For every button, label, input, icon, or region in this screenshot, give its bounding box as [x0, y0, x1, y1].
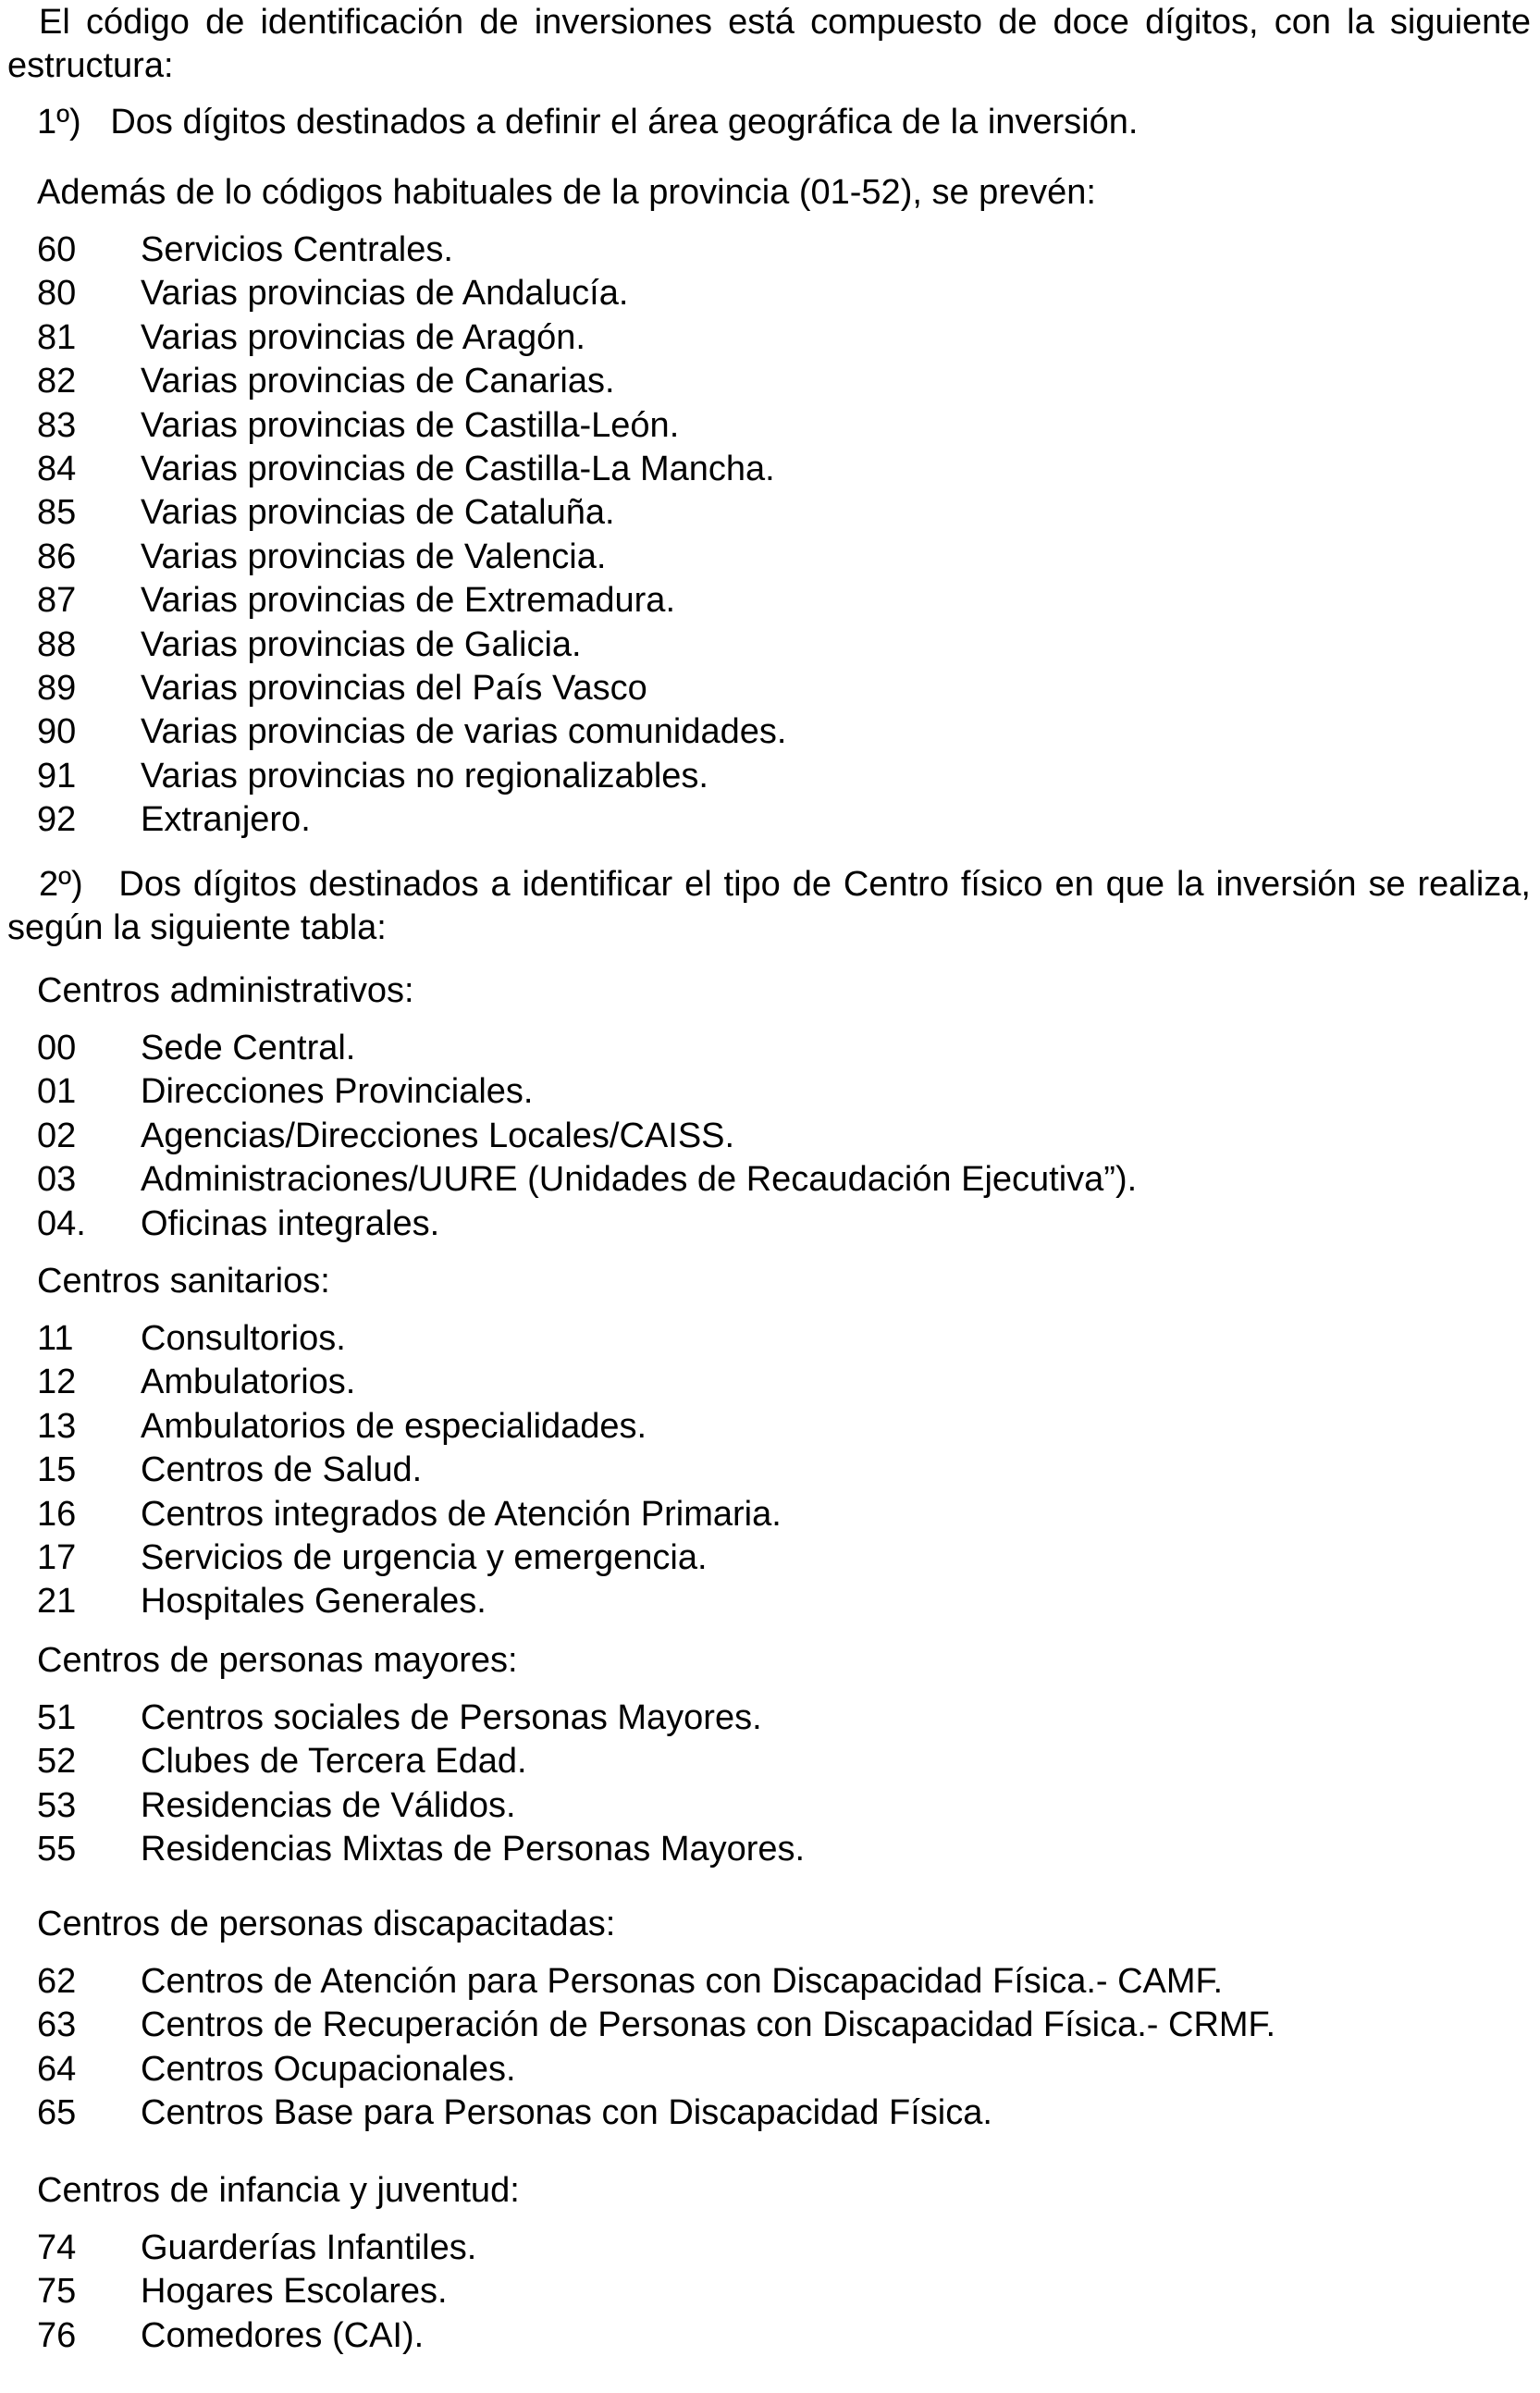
- center-code: 51: [37, 1698, 77, 1737]
- provinces-note: Además de lo códigos habituales de la provincia (01-52), se prevén:: [37, 173, 1096, 212]
- geo-code: 90: [37, 712, 77, 751]
- geo-code-label: Varias provincias de Galicia.: [141, 625, 582, 664]
- geo-code-label: Servicios Centrales.: [141, 230, 453, 269]
- center-code: 11: [37, 1319, 74, 1358]
- geo-code-label: Varias provincias del País Vasco: [141, 669, 647, 708]
- geo-code: 84: [37, 450, 77, 488]
- center-code: 53: [37, 1786, 77, 1825]
- center-code-label: Ambulatorios.: [141, 1363, 356, 1401]
- center-code: 02: [37, 1116, 77, 1155]
- center-code: 01: [37, 1072, 77, 1111]
- geo-code-label: Varias provincias de Castilla-La Mancha.: [141, 450, 775, 488]
- geo-code-label: Varias provincias de Castilla-León.: [141, 406, 680, 445]
- center-code: 12: [37, 1363, 77, 1401]
- center-code-label: Oficinas integrales.: [141, 1204, 440, 1243]
- center-code-label: Centros Base para Personas con Discapacidad Física.: [141, 2093, 992, 2132]
- center-code: 13: [37, 1407, 77, 1446]
- geo-code: 87: [37, 581, 77, 620]
- geo-code-label: Varias provincias de Cataluña.: [141, 493, 615, 532]
- geo-code-label: Varias provincias de Valencia.: [141, 537, 607, 576]
- center-code: 64: [37, 2050, 77, 2089]
- center-code: 16: [37, 1495, 77, 1534]
- geo-code-label: Varias provincias de Extremadura.: [141, 581, 675, 620]
- center-code: 21: [37, 1582, 77, 1621]
- geo-code: 92: [37, 800, 77, 839]
- geo-code: 88: [37, 625, 77, 664]
- center-code: 63: [37, 2005, 77, 2044]
- center-code-label: Consultorios.: [141, 1319, 346, 1358]
- center-code-label: Direcciones Provinciales.: [141, 1072, 534, 1111]
- center-code: 17: [37, 1538, 77, 1577]
- center-code-label: Centros sociales de Personas Mayores.: [141, 1698, 762, 1737]
- center-code: 65: [37, 2093, 77, 2132]
- geo-code: 89: [37, 669, 77, 708]
- center-code-label: Centros de Salud.: [141, 1450, 423, 1489]
- geo-code: 80: [37, 274, 77, 313]
- center-code: 00: [37, 1029, 77, 1067]
- section-heading: Centros sanitarios:: [37, 1262, 330, 1301]
- geo-code: 91: [37, 757, 77, 796]
- geo-code: 82: [37, 362, 77, 401]
- center-code: 03: [37, 1160, 77, 1199]
- center-code-label: Clubes de Tercera Edad.: [141, 1742, 527, 1781]
- geo-code: 81: [37, 318, 77, 357]
- center-code-label: Hospitales Generales.: [141, 1582, 487, 1621]
- center-code-label: Hogares Escolares.: [141, 2272, 448, 2311]
- center-code-label: Centros de Recuperación de Personas con Discapacidad Física.- CRMF.: [141, 2005, 1276, 2044]
- center-code: 15: [37, 1450, 77, 1489]
- center-code-label: Administraciones/UURE (Unidades de Recaudación Ejecutiva”).: [141, 1160, 1138, 1199]
- center-code-label: Ambulatorios de especialidades.: [141, 1407, 647, 1446]
- center-code-label: Centros Ocupacionales.: [141, 2050, 516, 2089]
- geo-code: 83: [37, 406, 77, 445]
- center-code-label: Residencias Mixtas de Personas Mayores.: [141, 1830, 806, 1869]
- center-code-label: Centros integrados de Atención Primaria.: [141, 1495, 782, 1534]
- geo-code: 85: [37, 493, 77, 532]
- center-code: 52: [37, 1742, 77, 1781]
- center-code-label: Agencias/Direcciones Locales/CAISS.: [141, 1116, 735, 1155]
- center-code-label: Centros de Atención para Personas con Discapacidad Física.- CAMF.: [141, 1962, 1224, 2001]
- center-code-label: Residencias de Válidos.: [141, 1786, 516, 1825]
- section-heading: Centros de infancia y juventud:: [37, 2171, 520, 2210]
- section-heading: Centros de personas mayores:: [37, 1641, 518, 1680]
- center-code: 04.: [37, 1204, 86, 1243]
- geo-code: 60: [37, 230, 77, 269]
- geo-code: 86: [37, 537, 77, 576]
- center-code-label: Guarderías Infantiles.: [141, 2228, 477, 2267]
- geo-code-label: Varias provincias de Canarias.: [141, 362, 615, 401]
- point-2-paragraph: 2º) Dos dígitos destinados a identificar el tipo de Centro físico en que la inversión se realiza, según la siguiente tabla:: [7, 865, 1531, 947]
- geo-code-label: Varias provincias de Aragón.: [141, 318, 585, 357]
- center-code: 75: [37, 2272, 77, 2311]
- geo-code-label: Varias provincias de Andalucía.: [141, 274, 629, 313]
- center-code: 55: [37, 1830, 77, 1869]
- center-code: 76: [37, 2316, 77, 2355]
- center-code-label: Servicios de urgencia y emergencia.: [141, 1538, 708, 1577]
- point-1-heading: 1º) Dos dígitos destinados a definir el área geográfica de la inversión.: [37, 103, 1139, 142]
- intro-paragraph: El código de identificación de inversiones está compuesto de doce dígitos, con la siguiente estructura:: [7, 3, 1531, 85]
- center-code-label: Sede Central.: [141, 1029, 356, 1067]
- section-heading: Centros administrativos:: [37, 971, 414, 1010]
- center-code-label: Comedores (CAI).: [141, 2316, 425, 2355]
- geo-code-label: Varias provincias no regionalizables.: [141, 757, 708, 796]
- center-code: 74: [37, 2228, 77, 2267]
- section-heading: Centros de personas discapacitadas:: [37, 1905, 616, 1943]
- geo-code-label: Varias provincias de varias comunidades.: [141, 712, 787, 751]
- geo-code-label: Extranjero.: [141, 800, 311, 839]
- center-code: 62: [37, 1962, 77, 2001]
